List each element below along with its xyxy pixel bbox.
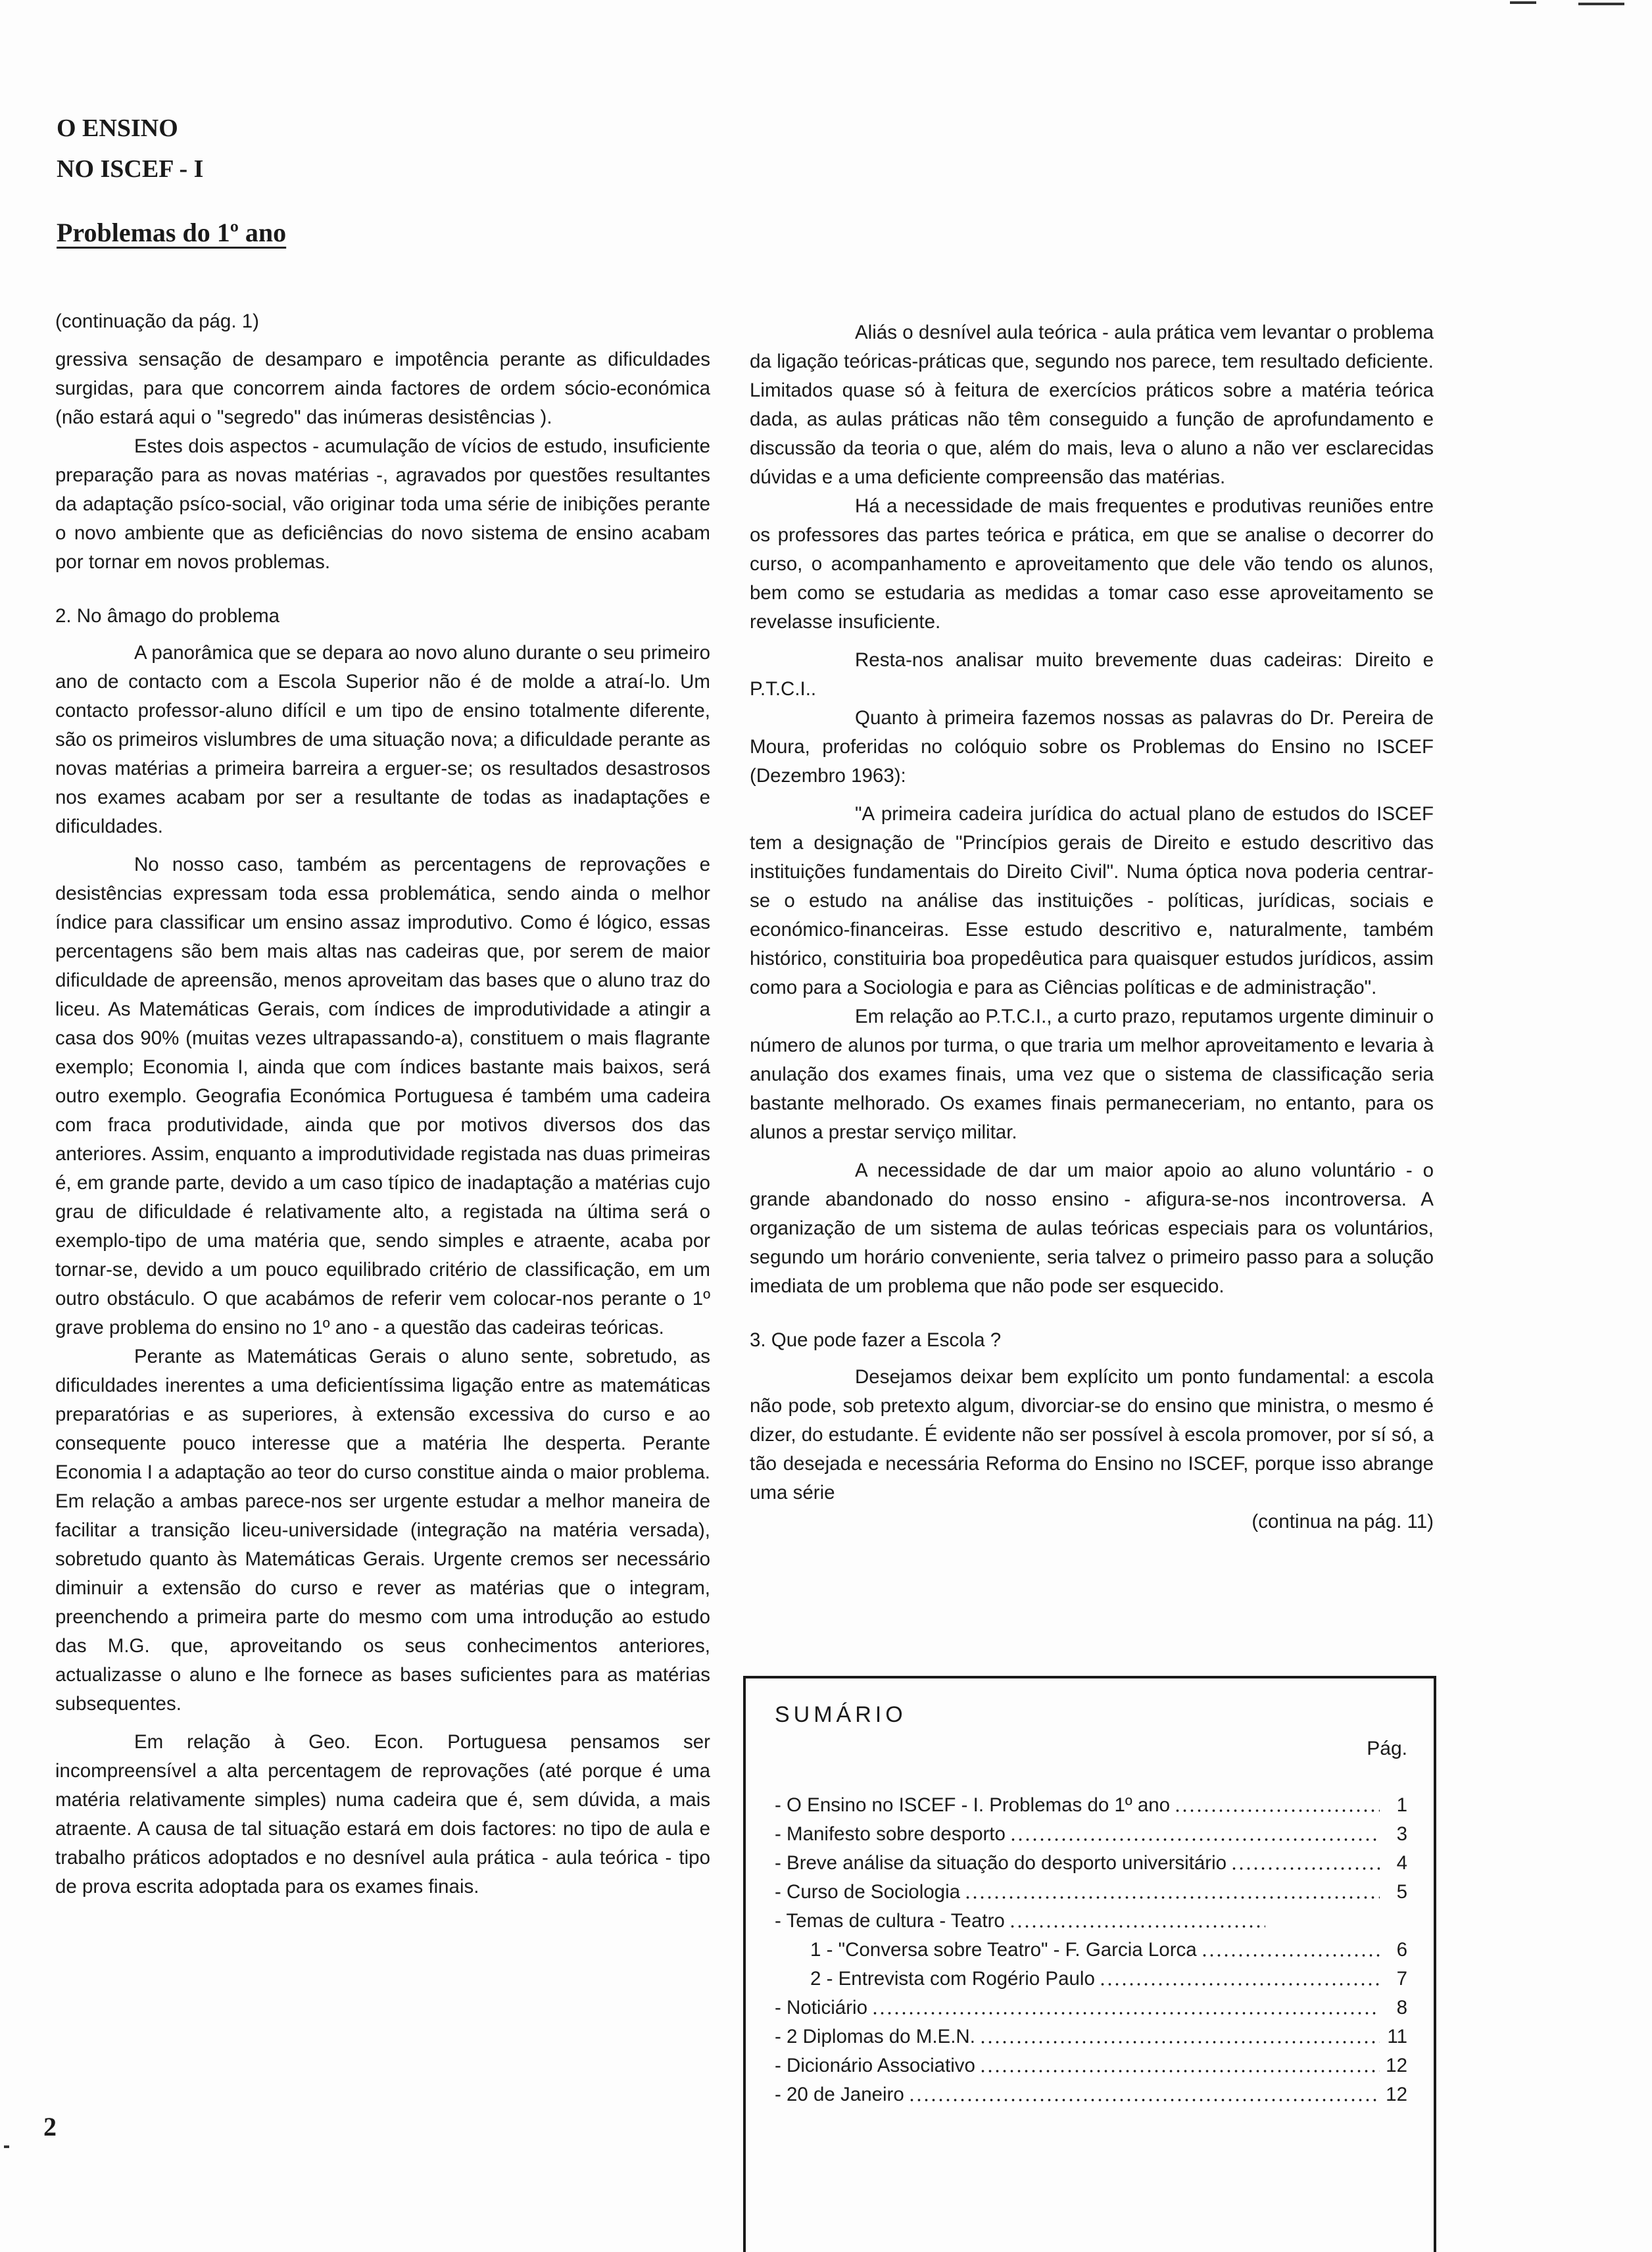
summary-item	[775, 1994, 1407, 2022]
summary-item-title: - O Ensino no ISCEF - I. Problemas do 1º ano	[775, 1794, 1171, 1816]
paragraph: gressiva sensação de desamparo e impotência perante as dificuldades surgidas, para que concorrem ainda factores de ordem sócio-económica (não estará aqui o "segredo" das inúmeras desistências ).	[55, 349, 710, 428]
paragraph: A panorâmica que se depara ao novo aluno durante o seu primeiro ano de contacto com a Escola Superior não é de molde a atraí-lo. Um contacto professor-aluno difícil e um tipo de ensino totalmente diferente, são os primeiros vislumbres de uma situação nova; a dificuldade perante as novas matérias a primeira barreira a erguer-se; os resultados desastrosos nos exames acabam por ser a resultante de todas as inadaptações e dificuldades.	[55, 642, 710, 837]
summary-item	[775, 2051, 1407, 2080]
summary-item-page: 7	[1396, 1968, 1407, 1990]
dot-leader	[1174, 1791, 1380, 1820]
summary-item-page: 5	[1396, 1881, 1407, 1903]
summary-item	[775, 2080, 1407, 2109]
right-column	[750, 318, 1434, 1536]
dot-leader	[908, 2080, 1380, 2109]
dot-leader	[1230, 1849, 1380, 1878]
dot-leader	[979, 2022, 1380, 2051]
summary-item-title: - Noticiário	[775, 1997, 867, 2019]
article-title-line1: O ENSINO	[57, 114, 178, 142]
summary-item-title: 2 - Entrevista com Rogério Paulo	[810, 1968, 1095, 1990]
paragraph: Em relação à Geo. Econ. Portuguesa pensamos ser incompreensível a alta percentagem de reprovações (até porque é uma matéria relativamente simples) numa cadeira que é, sem dúvida, a mais atraente. A causa de tal situação estará em dois factores: no tipo de aula e trabalho práticos adoptados e no desnível aula prática - aula teórica - tipo de prova escrita adoptada para os exames finais.	[55, 1731, 710, 1897]
dot-leader	[1201, 1936, 1380, 1965]
block-quote: "A primeira cadeira jurídica do actual plano de estudos do ISCEF tem a designação de "Princípios gerais de Direito e estudo descritivo das instituições fundamentais do Direito Civil". Numa óptica nova poderia centrar-se o estudo na análise das instituições - políticas, jurídicas, sociais e económico-financeiras. Esse estudo descritivo e, naturalmente, também histórico, constituiria boa propedêutica para quaisquer estudos jurídicos, assim como para a Sociologia e para as Ciências políticas e de administração".	[750, 803, 1434, 998]
scan-mark	[1510, 1, 1536, 4]
summary-item-title: - Curso de Sociologia	[775, 1881, 961, 1903]
summary-item-page: 11	[1387, 2026, 1407, 2047]
scan-mark	[1578, 3, 1624, 5]
summary-item-page: 3	[1396, 1823, 1407, 1845]
continuation-note: (continua na pág. 11)	[1251, 1511, 1434, 1532]
page-number: 2	[43, 2112, 57, 2142]
summary-item-title: - 2 Diplomas do M.E.N.	[775, 2026, 975, 2047]
summary-item	[775, 1936, 1407, 1965]
summary-item-page: 1	[1396, 1794, 1407, 1816]
dot-leader	[1009, 1820, 1380, 1849]
summary-item	[775, 2022, 1407, 2051]
section-heading: 2. No âmago do problema	[55, 605, 280, 627]
paragraph: Resta-nos analisar muito brevemente duas cadeiras: Direito e P.T.C.I..	[750, 649, 1434, 700]
summary-item-title: - Manifesto sobre desporto	[775, 1823, 1006, 1845]
summary-box	[743, 1676, 1436, 2252]
summary-item-page: 6	[1396, 1939, 1407, 1961]
paragraph: No nosso caso, também as percentagens de reprovações e desistências expressam toda essa problemática, sendo ainda o melhor índice para classificar um ensino assaz improdutivo. Como é lógico, essas percentagens são bem mais altas nas cadeiras que, por serem de maior dificuldade de apreensão, menos aproveitam das bases que o aluno traz do liceu. As Matemáticas Gerais, com índices de improdutividade a atingir a casa dos 90% (muitas vezes ultrapassando-a), constituem o mais flagrante exemplo; Economia I, ainda que com índices bastante mais baixos, será outro exemplo. Geografia Económica Portuguesa é também uma cadeira com fraca produtividade, ainda que por motivos diversos dos das anteriores. Assim, enquanto a improdutividade registada nas duas primeiras é, em grande parte, devido a um caso típico de inadaptação a matérias cujo grau de dificuldade é relativamente alto, a registada na última será o exemplo-tipo de uma matéria que, sendo simples e atraente, acaba por tornar-se, devido a um pouco equilibrado critério de classificação, em um outro obstáculo. O que acabámos de referir vem colocar-nos perante o 1º grave problema do ensino no 1º ano - a questão das cadeiras teóricas.	[55, 854, 710, 1338]
continuation-note: (continuação da pág. 1)	[55, 310, 259, 332]
dot-leader	[871, 1994, 1380, 2022]
paragraph: Perante as Matemáticas Gerais o aluno sente, sobretudo, as dificuldades inerentes a uma deficientíssima ligação entre as matemáticas preparatórias e as superiores, à extensão excessiva do curso e ao consequente pouco interesse que a matéria lhe desperta. Perante Economia I a adaptação ao teor do curso constitue ainda o maior problema. Em relação a ambas parece-nos ser urgente estudar a melhor maneira de facilitar a transição liceu-universidade (integração na matéria versada), sobretudo quanto às Matemáticas Gerais. Urgente cremos ser necessário diminuir a extensão do curso e rever as matérias que o integram, preenchendo a primeira parte do mesmo com uma introdução ao estudo das M.G. que, aproveitando os seus conhecimentos anteriores, actualizasse o aluno e lhe fornece as bases suficientes para as matérias subsequentes.	[55, 1346, 710, 1715]
summary-page-header: Pág.	[1367, 1738, 1407, 1759]
summary-title: SUMÁRIO	[775, 1702, 907, 1727]
paragraph: Desejamos deixar bem explícito um ponto fundamental: a escola não pode, sob pretexto algum, divorciar-se do ensino que ministra, o mesmo é dizer, do estudante. É evidente não ser possível à escola promover, por sí só, a tão desejada e necessária Reforma do Ensino no ISCEF, porque isso abrange uma série	[750, 1366, 1434, 1504]
scan-mark	[4, 2145, 9, 2148]
paragraph: Aliás o desnível aula teórica - aula prática vem levantar o problema da ligação teóricas-práticas que, segundo nos parece, tem resultado deficiente. Limitados quase só à feitura de exercícios práticos sobre a matéria teórica dada, as aulas práticas não têm conseguido a função de aprofundamento e discussão da teoria o que, além do mais, leva o aluno a não ver esclarecidas dúvidas e a uma deficiente compreensão das matérias.	[750, 322, 1434, 488]
summary-item-title: - Dicionário Associativo	[775, 2055, 975, 2076]
section-heading: 3. Que pode fazer a Escola ?	[750, 1329, 1002, 1351]
summary-item-title: 1 - "Conversa sobre Teatro" - F. Garcia Lorca	[810, 1939, 1197, 1961]
summary-item-page: 8	[1396, 1997, 1407, 2019]
article-title-line2: NO ISCEF - I	[57, 155, 204, 183]
summary-item-page: 12	[1386, 2084, 1407, 2105]
dot-leader	[1009, 1907, 1265, 1936]
summary-item	[775, 1878, 1407, 1907]
summary-list	[775, 1791, 1407, 2109]
summary-item	[775, 1965, 1407, 1994]
paragraph: A necessidade de dar um maior apoio ao aluno voluntário - o grande abandonado do nosso ensino - afigura-se-nos incontroversa. A organização de um sistema de aulas teóricas especiais para os voluntários, segundo um horário conveniente, seria talvez o primeiro passo para a solução imediata de um problema que não pode ser esquecido.	[750, 1160, 1434, 1297]
paragraph: Em relação ao P.T.C.I., a curto prazo, reputamos urgente diminuir o número de alunos por turma, o que traria um melhor aproveitamento e levaria à anulação dos exames finais, uma vez que o sistema de classificação seria bastante melhorado. Os exames finais permaneceriam, no entanto, para os alunos a prestar serviço militar.	[750, 1006, 1434, 1143]
summary-item	[775, 1820, 1407, 1849]
dot-leader	[979, 2051, 1380, 2080]
summary-item	[775, 1907, 1407, 1936]
summary-item	[775, 1791, 1407, 1820]
paragraph: Quanto à primeira fazemos nossas as palavras do Dr. Pereira de Moura, proferidas no colóquio sobre os Problemas do Ensino no ISCEF (Dezembro 1963):	[750, 707, 1434, 787]
summary-item-page: 4	[1396, 1852, 1407, 1874]
left-column	[55, 307, 710, 1901]
summary-item-title: - 20 de Janeiro	[775, 2084, 904, 2105]
summary-item-page: 12	[1386, 2055, 1407, 2076]
paragraph: Estes dois aspectos - acumulação de vícios de estudo, insuficiente preparação para as novas matérias -, agravados por questões resultantes da adaptação psíco-social, vão originar toda uma série de inibições perante o novo ambiente que as deficiências do novo sistema de ensino acabam por tornar em novos problemas.	[55, 435, 710, 573]
dot-leader	[964, 1878, 1380, 1907]
summary-item-title: - Temas de cultura - Teatro	[775, 1910, 1005, 1932]
dot-leader	[1099, 1965, 1380, 1994]
summary-item-title: - Breve análise da situação do desporto universitário	[775, 1852, 1227, 1874]
summary-item	[775, 1849, 1407, 1878]
article-subtitle: Problemas do 1º ano	[57, 218, 287, 247]
paragraph: Há a necessidade de mais frequentes e produtivas reuniões entre os professores das partes teórica e prática, em que se analise o decorrer do curso, o acompanhamento e aproveitamento que dele vão tendo os alunos, bem como se estudaria as medidas a tomar caso esse aproveitamento se revelasse insuficiente.	[750, 495, 1434, 633]
